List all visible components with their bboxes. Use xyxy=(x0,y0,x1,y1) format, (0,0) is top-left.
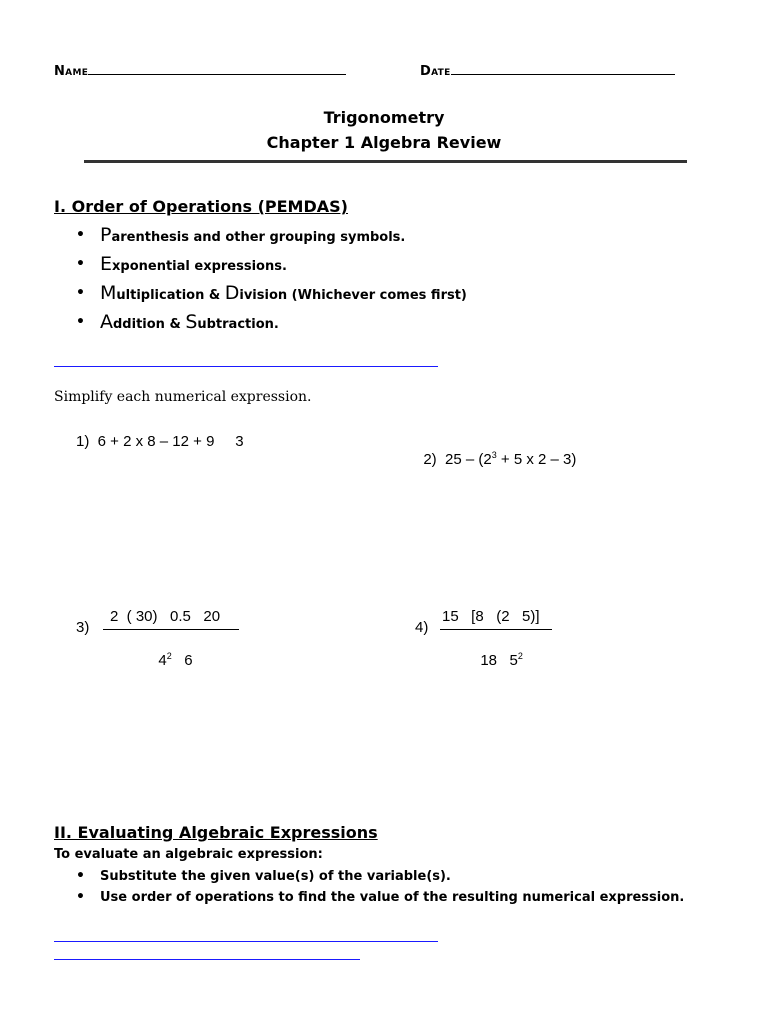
date-label: Date xyxy=(420,64,451,79)
pemdas-initial: D xyxy=(224,282,240,304)
bullet-icon: • xyxy=(76,889,85,905)
section2-title: II. Evaluating Algebraic Expressions xyxy=(54,823,378,842)
name-label: Name xyxy=(54,64,89,79)
section2-item xyxy=(76,887,685,908)
problem-2-number: 2) xyxy=(423,451,437,468)
pemdas-text: ivision (Whichever comes first) xyxy=(239,288,467,303)
problem-2-exponent: 3 xyxy=(491,450,497,460)
problem-3-den-post: 6 xyxy=(171,652,193,669)
date-blank[interactable] xyxy=(451,74,675,75)
problem-4-den-pre: 18 5 xyxy=(480,652,518,669)
pemdas-initial: E xyxy=(100,253,113,275)
title-line2: Chapter 1 Algebra Review xyxy=(266,133,502,152)
divider-line-3 xyxy=(54,959,360,960)
section1-title: I. Order of Operations (PEMDAS) xyxy=(54,197,348,216)
instruction: Simplify each numerical expression. xyxy=(54,389,312,405)
divider-line-2 xyxy=(54,941,438,942)
name-blank[interactable] xyxy=(88,74,346,75)
pemdas-text: xponential expressions. xyxy=(112,259,287,274)
section2-list xyxy=(76,866,685,908)
pemdas-item xyxy=(76,250,467,279)
pemdas-initial: M xyxy=(100,282,117,304)
pemdas-initial: A xyxy=(100,311,113,333)
problem-4-fraction-bar xyxy=(440,629,552,630)
problem-3-denominator xyxy=(150,634,193,669)
title-line1: Trigonometry xyxy=(323,108,445,127)
problem-2-pre: 25 – (2 xyxy=(445,451,492,468)
section2-intro: To evaluate an algebraic expression: xyxy=(54,847,323,862)
bullet-icon: • xyxy=(76,285,85,301)
problem-3-number: 3) xyxy=(76,619,90,636)
problem-4-den-exponent: 2 xyxy=(517,651,523,661)
name-field[interactable] xyxy=(54,64,346,79)
problem-3-den-exponent: 2 xyxy=(166,651,172,661)
pemdas-item xyxy=(76,308,467,337)
section2-item-text: Substitute the given value(s) of the variable(s). xyxy=(100,869,451,884)
problem-3-fraction-bar xyxy=(103,629,239,630)
divider-line-1 xyxy=(54,366,438,367)
title-rule xyxy=(84,160,687,163)
pemdas-initial: P xyxy=(100,224,112,246)
section2-item-text: Use order of operations to find the value of the resulting numerical expression. xyxy=(100,890,685,905)
pemdas-text: ddition & xyxy=(113,317,186,332)
problem-3-den-base: 4 xyxy=(158,652,167,669)
bullet-icon: • xyxy=(76,227,85,243)
pemdas-list xyxy=(76,221,467,337)
pemdas-item xyxy=(76,279,467,308)
problem-3-numerator: 2 ( 30) 0.5 20 xyxy=(110,608,221,625)
problem-2-post: + 5 x 2 – 3) xyxy=(496,451,577,468)
problem-2 xyxy=(415,433,576,468)
bullet-icon: • xyxy=(76,256,85,272)
pemdas-text: ultiplication & xyxy=(116,288,225,303)
section2-item xyxy=(76,866,684,887)
date-field[interactable] xyxy=(420,64,675,79)
problem-1: 1) 6 + 2 x 8 – 12 + 9 3 xyxy=(76,433,244,450)
pemdas-text: arenthesis and other grouping symbols. xyxy=(111,230,406,245)
pemdas-text: ubtraction. xyxy=(197,317,279,332)
pemdas-initial: S xyxy=(185,311,198,333)
pemdas-item xyxy=(76,221,467,250)
problem-4-numerator: 15 [8 (2 5)] xyxy=(442,608,540,625)
bullet-icon: • xyxy=(76,868,85,884)
bullet-icon: • xyxy=(76,314,85,330)
problem-4-denominator xyxy=(472,634,523,669)
problem-4-number: 4) xyxy=(415,619,429,636)
